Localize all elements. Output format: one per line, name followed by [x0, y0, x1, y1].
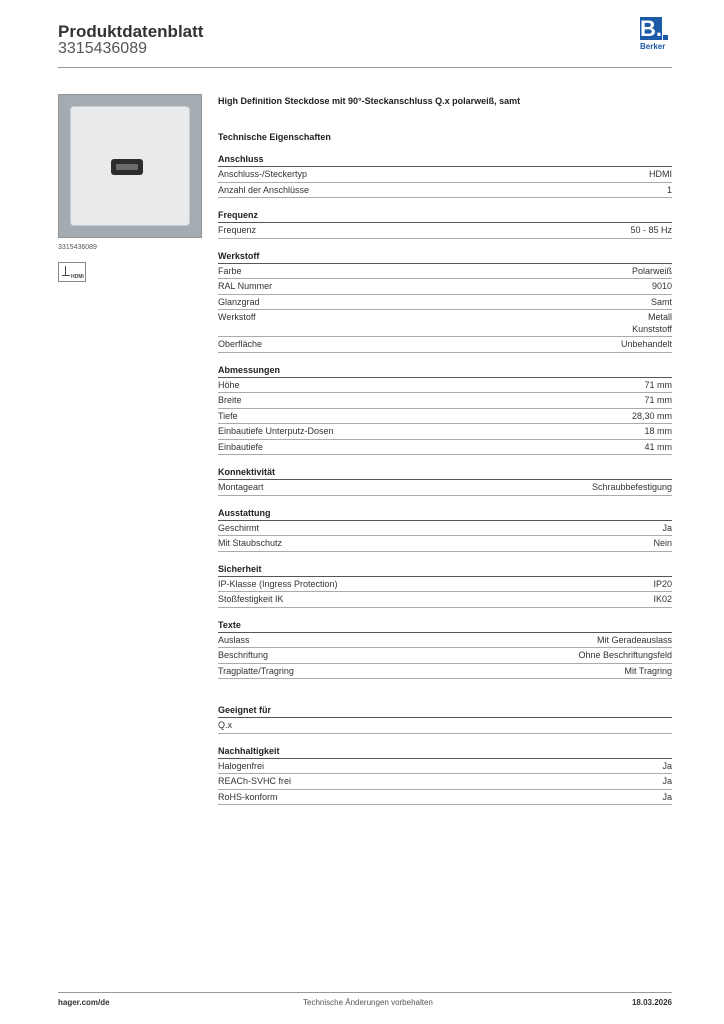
spec-label: Q.x: [218, 720, 233, 730]
spec-row: [218, 295, 672, 311]
spec-value-line: Polarweiß: [631, 265, 672, 276]
spec-value-line: Schraubbefestigung: [591, 482, 672, 492]
spec-value: [630, 225, 672, 237]
spec-value: [592, 482, 672, 494]
plate-notch: [197, 163, 201, 171]
section-title: Nachhaltigkeit: [218, 746, 672, 759]
spec-value: [662, 523, 672, 535]
product-image: [58, 94, 202, 238]
spec-label: REACh-SVHC frei: [218, 776, 292, 786]
spec-section: [218, 210, 672, 239]
spec-row: [218, 167, 672, 183]
spec-section: [218, 251, 672, 353]
tech-properties-title: Technische Eigenschaften: [218, 132, 331, 142]
section-title: Ausstattung: [218, 508, 672, 521]
hdmi-symbol-icon: [58, 262, 86, 282]
spec-label: Glanzgrad: [218, 296, 260, 307]
spec-section: [218, 365, 672, 456]
spec-section: [218, 564, 672, 608]
spec-value-line: Mit Geradeauslass: [596, 634, 672, 645]
spec-row: [218, 718, 672, 734]
spec-value: [652, 281, 672, 293]
spec-sections: [218, 154, 672, 805]
spec-row: [218, 759, 672, 775]
spec-label: Breite: [218, 395, 242, 405]
spec-label: Höhe: [218, 379, 240, 390]
spec-value: [578, 650, 672, 662]
spec-value-line: 71 mm: [644, 379, 672, 390]
spec-value-line: IK02: [653, 594, 672, 604]
spec-value: [644, 442, 672, 454]
footer-website: hager.com/de: [58, 998, 110, 1007]
spec-value: [649, 169, 672, 181]
spec-section: [218, 620, 672, 680]
spec-value-line: IP20: [653, 578, 672, 589]
spec-label: Mit Staubschutz: [218, 538, 283, 548]
plate-notch: [59, 163, 63, 171]
spec-value: [632, 266, 672, 278]
spec-row: [218, 337, 672, 353]
spec-value: [644, 395, 672, 407]
spec-value: [651, 297, 672, 309]
spec-value: [653, 594, 672, 606]
spec-value: [667, 185, 672, 197]
spec-value-line: Ohne Beschriftungsfeld: [578, 650, 672, 660]
spec-label: IP-Klasse (Ingress Protection): [218, 578, 338, 589]
section-title: Geeignet für: [218, 705, 672, 718]
spec-label: Farbe: [218, 265, 242, 276]
spec-row: [218, 223, 672, 239]
spec-row: [218, 393, 672, 409]
section-title: Sicherheit: [218, 564, 672, 577]
spec-value: [632, 312, 672, 335]
spec-row: [218, 440, 672, 456]
spec-row: [218, 378, 672, 394]
section-title: Frequenz: [218, 210, 672, 223]
berker-logo: [640, 17, 674, 51]
spec-label: Einbautiefe: [218, 441, 264, 452]
spec-section: [218, 508, 672, 552]
product-number: 3315436089: [58, 40, 147, 57]
spec-value-line: 1: [666, 184, 672, 195]
spec-value-line: Nein: [653, 538, 672, 548]
spec-label: Geschirmt: [218, 522, 260, 533]
spec-value-line: Unbehandelt: [620, 339, 672, 349]
spec-label: RAL Nummer: [218, 281, 273, 291]
spec-row: [218, 279, 672, 295]
spec-section: [218, 746, 672, 806]
spec-value-line: Mit Tragring: [624, 665, 672, 676]
spec-label: Anzahl der Anschlüsse: [218, 184, 310, 195]
spec-content: [218, 96, 672, 805]
spec-section: [218, 705, 672, 734]
spec-value: [632, 411, 672, 423]
logo-letter: B.: [640, 16, 662, 41]
spec-row: [218, 521, 672, 537]
spec-value-line: HDMI: [649, 169, 672, 179]
header-divider: [58, 67, 672, 68]
footer-date: 18.03.2026: [631, 998, 672, 1007]
spec-value-line: 71 mm: [644, 395, 672, 405]
plate-notch: [127, 95, 135, 99]
spec-label: Tragplatte/Tragring: [218, 665, 294, 676]
spec-section: [218, 154, 672, 198]
spec-label: RoHS-konform: [218, 791, 278, 802]
spec-label: Halogenfrei: [218, 760, 265, 771]
page-title: Produktdatenblatt: [58, 22, 204, 41]
section-title: Abmessungen: [218, 365, 672, 378]
image-caption: 3315436089: [58, 244, 97, 251]
spec-value-line: Ja: [662, 791, 672, 802]
spec-value-line: 18 mm: [644, 426, 672, 436]
spec-row: [218, 592, 672, 608]
spec-row: [218, 536, 672, 552]
spec-value-line: Ja: [662, 776, 672, 786]
spec-row: [218, 480, 672, 496]
plate-notch: [127, 233, 135, 237]
logo-name: Berker: [640, 42, 666, 51]
spec-value-line: Metall: [647, 312, 672, 322]
spec-label: Einbautiefe Unterputz-Dosen: [218, 426, 334, 436]
section-title: Texte: [218, 620, 672, 633]
spec-label: Oberfläche: [218, 339, 263, 349]
section-title: Konnektivität: [218, 467, 672, 480]
spec-value: [621, 339, 672, 351]
spec-label: Auslass: [218, 634, 250, 645]
spec-value: [624, 666, 672, 678]
spec-label: Tiefe: [218, 410, 238, 421]
hdmi-port: [111, 159, 143, 175]
spec-value-line: Ja: [662, 522, 672, 533]
hdmi-symbol-label: HDMI: [71, 274, 84, 280]
spec-value: [653, 538, 672, 550]
spec-value: [662, 761, 672, 773]
spec-value: [644, 426, 672, 438]
spec-value-line: 9010: [651, 281, 672, 291]
spec-label: Montageart: [218, 482, 264, 492]
spec-row: [218, 409, 672, 425]
spec-row: [218, 310, 672, 337]
spec-row: [218, 790, 672, 806]
spec-row: [218, 183, 672, 199]
spec-label: Frequenz: [218, 225, 257, 235]
spec-value: [662, 792, 672, 804]
spec-value: [597, 635, 672, 647]
spec-label: Werkstoff: [218, 312, 256, 322]
spec-value-line: Samt: [650, 296, 672, 307]
spec-value-line: 50 - 85 Hz: [630, 225, 672, 235]
spec-label: Beschriftung: [218, 650, 269, 660]
section-title: Anschluss: [218, 154, 672, 167]
spec-value: [644, 380, 672, 392]
spec-row: [218, 264, 672, 280]
spec-value-line: 28,30 mm: [631, 410, 672, 421]
spec-value-line: Kunststoff: [632, 323, 672, 334]
spec-row: [218, 774, 672, 790]
spec-value-line: 41 mm: [644, 441, 672, 452]
spec-row: [218, 633, 672, 649]
section-title: Werkstoff: [218, 251, 672, 264]
spec-value: [653, 579, 672, 591]
spec-section: [218, 467, 672, 496]
spec-value-line: Ja: [662, 760, 672, 771]
spec-row: [218, 648, 672, 664]
spec-row: [218, 664, 672, 680]
spec-row: [218, 424, 672, 440]
spec-value: [662, 776, 672, 788]
footer-divider: [58, 992, 672, 993]
product-title: High Definition Steckdose mit 90°-Steckanschluss Q.x polarweiß, samt: [218, 96, 521, 106]
spec-row: [218, 577, 672, 593]
spec-label: Stoßfestigkeit IK: [218, 594, 284, 604]
spec-label: Anschluss-/Steckertyp: [218, 169, 308, 179]
footer-disclaimer: Technische Änderungen vorbehalten: [303, 998, 433, 1007]
